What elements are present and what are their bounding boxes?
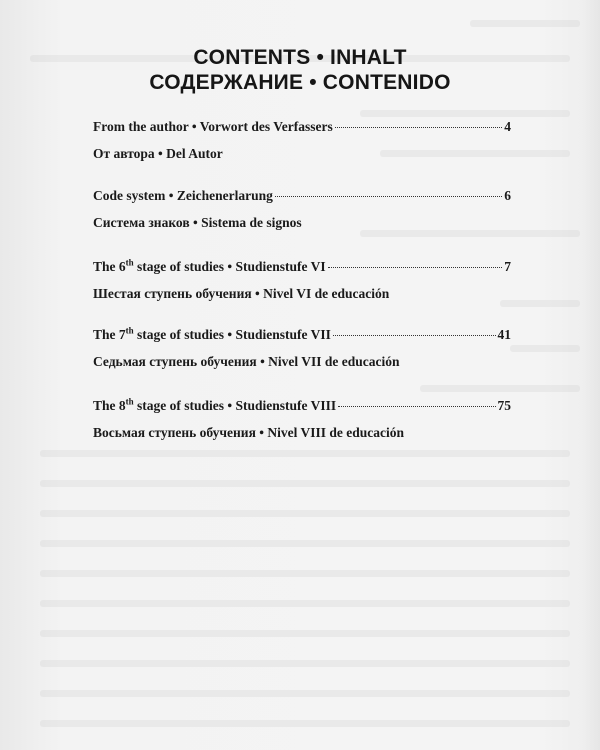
toc-page-number: 4 — [504, 119, 511, 134]
dot-leader — [328, 267, 503, 268]
toc-entry[interactable] — [93, 258, 511, 303]
toc-entry-line — [93, 118, 511, 136]
toc-entry[interactable] — [93, 397, 511, 442]
toc-entry-title: From the author • Vorwort des Verfassers — [93, 119, 333, 134]
toc-entry-line — [93, 326, 511, 344]
dot-leader — [333, 335, 496, 336]
toc-entry-title: Code system • Zeichenerlarung — [93, 188, 273, 203]
contents-heading-line2: СОДЕРЖАНИЕ • CONTENIDO — [149, 71, 451, 94]
toc-entry-title: The 8th stage of studies • Studienstufe VIII — [93, 396, 337, 413]
toc-entry-subtitle: Шестая ступень обучения • Nivel VI de educación — [93, 286, 390, 301]
toc-entry-subtitle: Восьмая ступень обучения • Nivel VIII de educación — [93, 425, 404, 440]
toc-page-number: 41 — [497, 327, 511, 342]
contents-heading-line1: CONTENTS • INHALT — [193, 46, 407, 69]
toc-entry-line — [93, 258, 511, 276]
toc-entry[interactable] — [93, 118, 511, 163]
toc-page-number: 6 — [504, 188, 511, 203]
toc-entry[interactable] — [93, 326, 511, 371]
toc-entry-line — [93, 397, 511, 415]
toc-entry-subtitle: Система знаков • Sistema de signos — [93, 215, 302, 230]
toc-entry-title: The 7th stage of studies • Studienstufe VII — [93, 325, 331, 342]
toc-entry-subtitle: Седьмая ступень обучения • Nivel VII de educación — [93, 354, 400, 369]
toc-entry[interactable] — [93, 187, 511, 232]
toc-entry-line — [93, 187, 511, 205]
toc-entry-title: The 6th stage of studies • Studienstufe VI — [93, 257, 326, 274]
dot-leader — [275, 196, 502, 197]
dot-leader — [335, 127, 503, 128]
toc-entry-subtitle: От автора • Del Autor — [93, 146, 223, 161]
toc-page-number: 7 — [504, 259, 511, 274]
toc-page-number: 75 — [497, 398, 511, 413]
dot-leader — [338, 406, 495, 407]
